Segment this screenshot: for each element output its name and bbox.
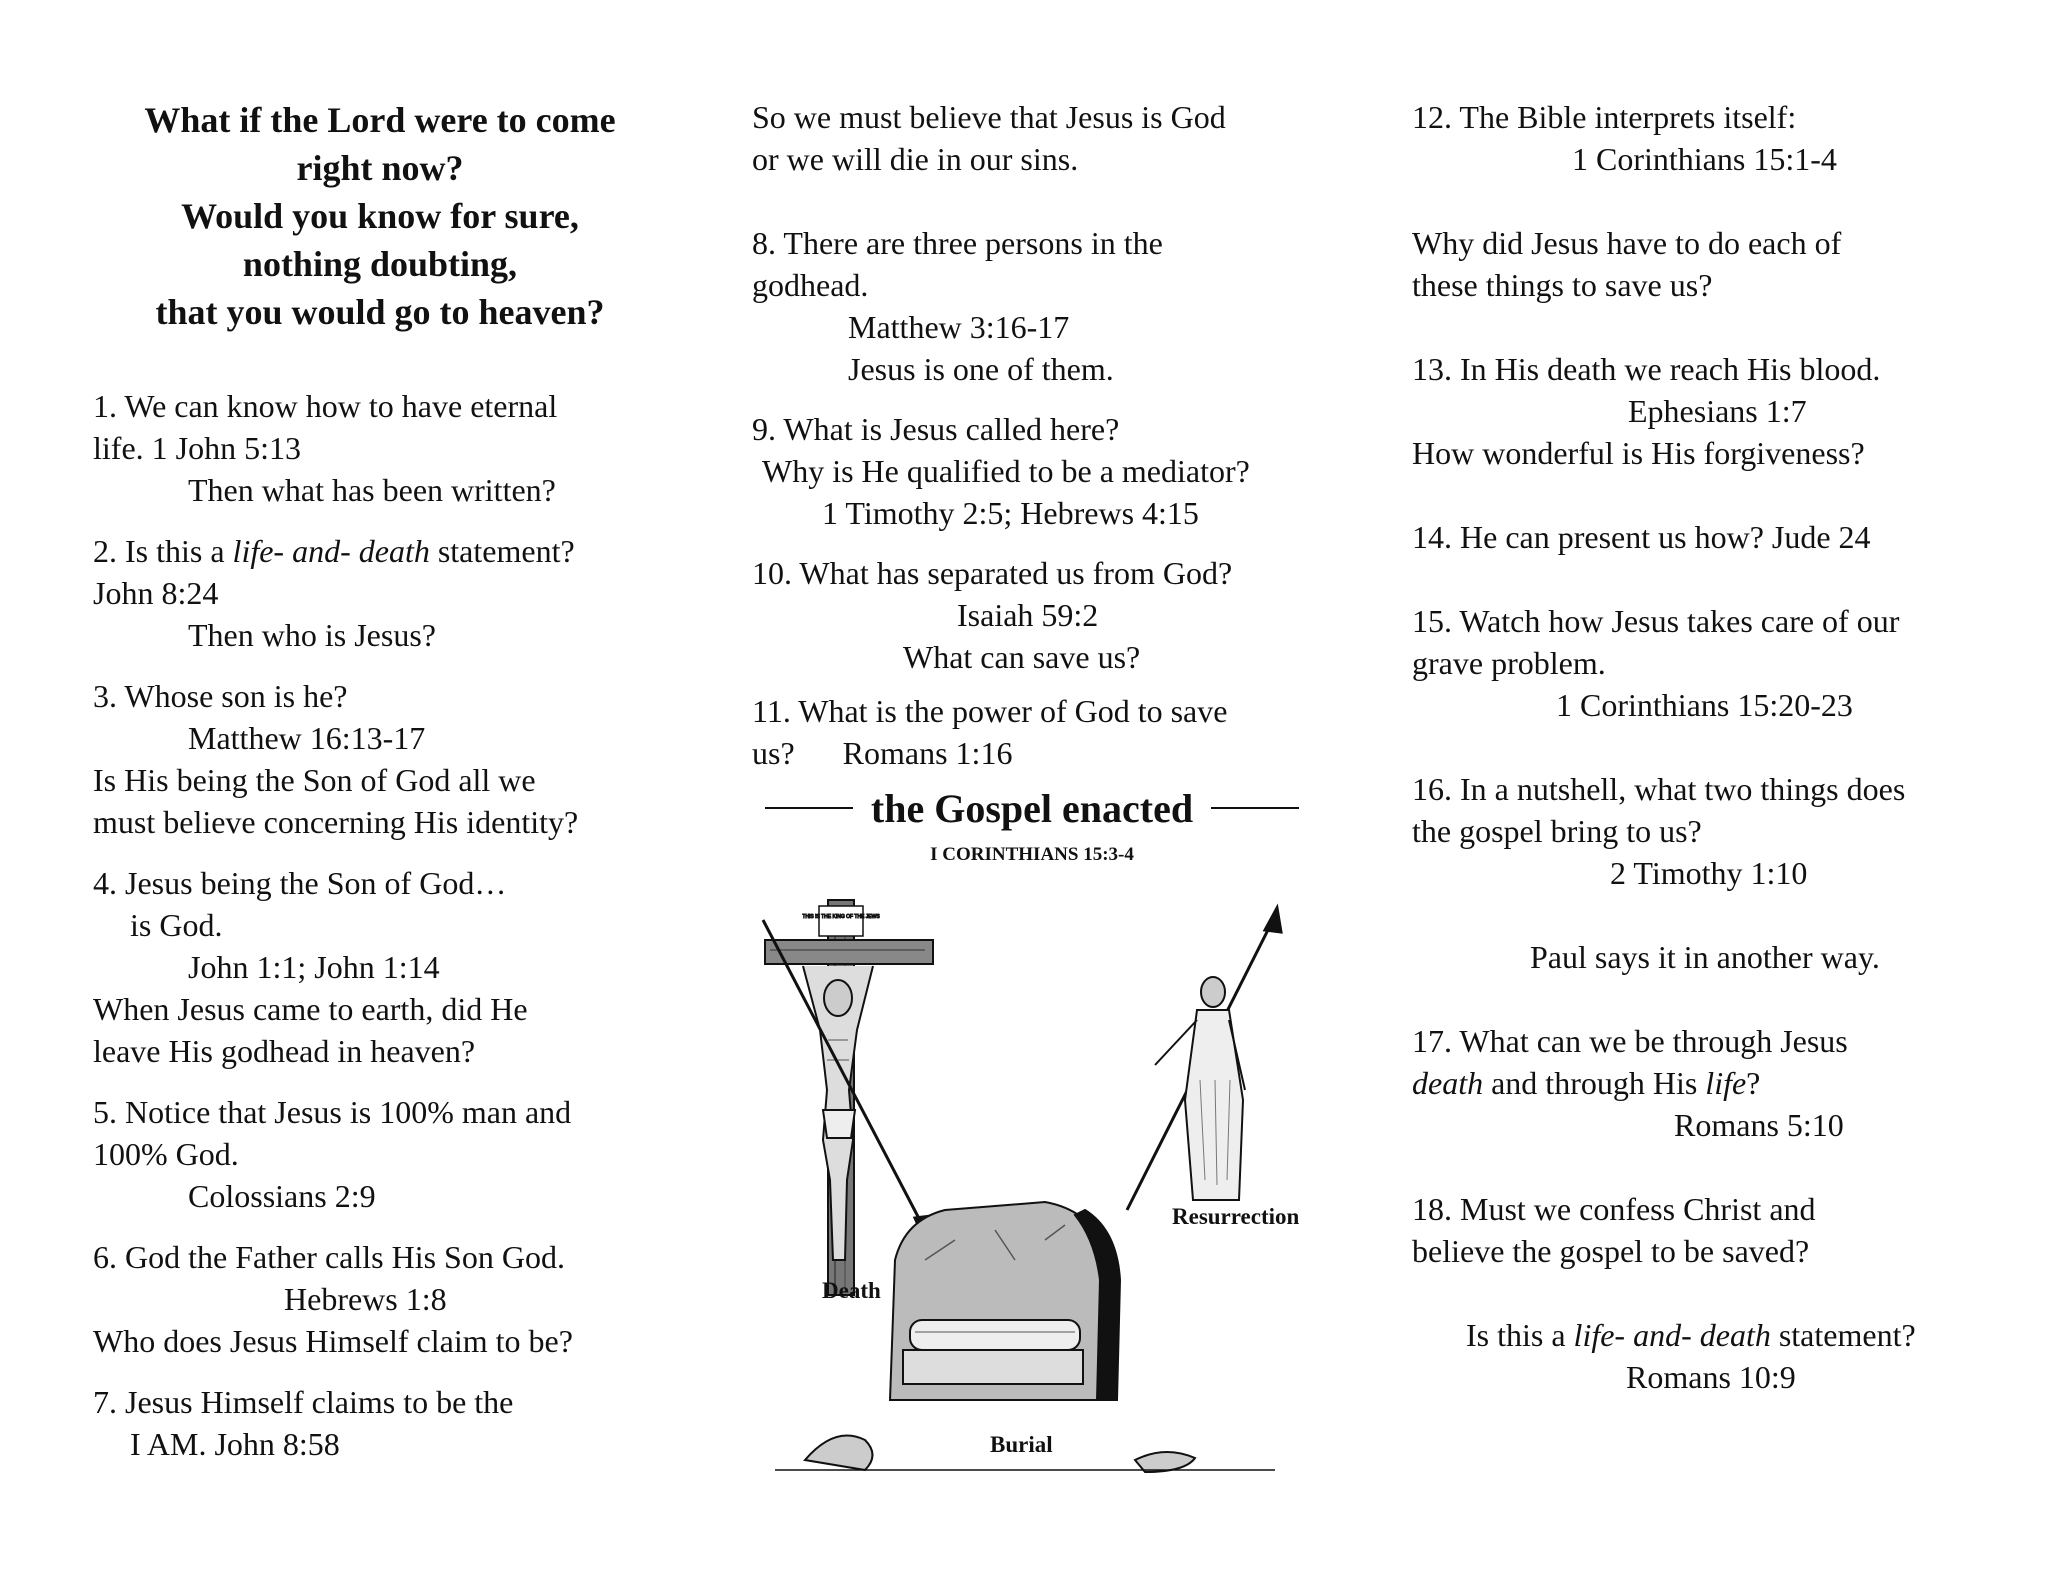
q17-line-3: Romans 5:10	[1674, 1107, 1844, 1143]
gospel-illustration	[745, 880, 1315, 1480]
gospel-reference: I CORINTHIANS 15:3-4	[930, 844, 1134, 865]
q18-line-1: 18. Must we confess Christ and	[1412, 1191, 1816, 1227]
q10-line-3: What can save us?	[903, 639, 1141, 675]
q9-line-3: 1 Timothy 2:5; Hebrews 4:15	[822, 495, 1199, 531]
q2-line-3: Then who is Jesus?	[188, 617, 436, 653]
q15-line-1: 15. Watch how Jesus takes care of our	[1412, 603, 1900, 639]
q17-line-1: 17. What can we be through Jesus	[1412, 1023, 1848, 1059]
q10-line-1: 10. What has separated us from God?	[752, 555, 1233, 591]
q8-line-2: godhead.	[752, 267, 869, 303]
gospel-title	[752, 780, 1312, 836]
q9-line-1: 9. What is Jesus called here?	[752, 411, 1120, 447]
gospel-title-text: the Gospel enacted	[870, 785, 1194, 831]
heading-line-2: right now?	[296, 148, 464, 188]
q3-line-2: Matthew 16:13-17	[188, 720, 426, 756]
intro-line-1: So we must believe that Jesus is God	[752, 99, 1226, 135]
q10-line-2: Isaiah 59:2	[957, 597, 1099, 633]
q18-line-3: Is this a life- and- death statement?	[1466, 1317, 1916, 1353]
heading-line-3: Would you know for sure,	[181, 196, 579, 236]
q3-line-4: must believe concerning His identity?	[93, 804, 579, 840]
label-burial: Burial	[990, 1432, 1053, 1457]
q16-line-4: Paul says it in another way.	[1530, 939, 1880, 975]
q8-line-3: Matthew 3:16-17	[848, 309, 1070, 345]
q5-line-3: Colossians 2:9	[188, 1178, 376, 1214]
q3-line-3: Is His being the Son of God all we	[93, 762, 536, 798]
q7-line-2: I AM. John 8:58	[130, 1426, 340, 1462]
q1-line-1: 1. We can know how to have eternal	[93, 388, 558, 424]
q11-line-2: us? Romans 1:16	[752, 735, 1013, 771]
intro-line-2: or we will die in our sins.	[752, 141, 1079, 177]
q1-line-2: life. 1 John 5:13	[93, 430, 301, 466]
label-resurrection: Resurrection	[1172, 1204, 1300, 1229]
q11-line-1: 11. What is the power of God to save	[752, 693, 1228, 729]
q18-line-2: believe the gospel to be saved?	[1412, 1233, 1810, 1269]
q16-line-3: 2 Timothy 1:10	[1610, 855, 1808, 891]
q6-line-2: Hebrews 1:8	[284, 1281, 447, 1317]
risen-christ-image	[1155, 977, 1245, 1200]
q4-line-4: When Jesus came to earth, did He	[93, 991, 528, 1027]
q8-line-1: 8. There are three persons in the	[752, 225, 1163, 261]
title-rule-right	[1211, 807, 1299, 809]
q3-line-1: 3. Whose son is he?	[93, 678, 348, 714]
q4-line-2: is God.	[130, 907, 223, 943]
q12-line-3: Why did Jesus have to do each of	[1412, 225, 1842, 261]
q4-line-1: 4. Jesus being the Son of God…	[93, 865, 507, 901]
q4-line-5: leave His godhead in heaven?	[93, 1033, 476, 1069]
title-rule-left	[765, 807, 853, 809]
q5-line-1: 5. Notice that Jesus is 100% man and	[93, 1094, 572, 1130]
q18-line-4: Romans 10:9	[1626, 1359, 1796, 1395]
q14-line-1: 14. He can present us how? Jude 24	[1412, 519, 1871, 555]
q16-line-2: the gospel bring to us?	[1412, 813, 1702, 849]
q13-line-1: 13. In His death we reach His blood.	[1412, 351, 1881, 387]
q2-line-1: 2. Is this a life- and- death statement?	[93, 533, 575, 569]
heading-line-4: nothing doubting,	[242, 244, 518, 284]
q13-line-2: Ephesians 1:7	[1628, 393, 1807, 429]
heading-line-1: What if the Lord were to come	[144, 100, 616, 140]
q15-line-3: 1 Corinthians 15:20-23	[1556, 687, 1853, 723]
q12-line-1: 12. The Bible interprets itself:	[1412, 99, 1797, 135]
q9-line-2: Why is He qualified to be a mediator?	[762, 453, 1250, 489]
q8-line-4: Jesus is one of them.	[848, 351, 1114, 387]
q15-line-2: grave problem.	[1412, 645, 1606, 681]
q12-line-4: these things to save us?	[1412, 267, 1713, 303]
q17-line-2: death and through His life?	[1412, 1065, 1761, 1101]
cross-sign-text: THIS IS THE KING OF THE JEWS	[802, 914, 880, 920]
q7-line-1: 7. Jesus Himself claims to be the	[93, 1384, 514, 1420]
q12-line-2: 1 Corinthians 15:1-4	[1572, 141, 1837, 177]
q6-line-1: 6. God the Father calls His Son God.	[93, 1239, 565, 1275]
q5-line-2: 100% God.	[93, 1136, 239, 1172]
label-death: Death	[822, 1278, 881, 1303]
q4-line-3: John 1:1; John 1:14	[188, 949, 440, 985]
q13-line-3: How wonderful is His forgiveness?	[1412, 435, 1865, 471]
q6-line-3: Who does Jesus Himself claim to be?	[93, 1323, 573, 1359]
q2-line-2: John 8:24	[93, 575, 219, 611]
q16-line-1: 16. In a nutshell, what two things does	[1412, 771, 1906, 807]
heading-line-5: that you would go to heaven?	[155, 292, 605, 332]
q1-line-3: Then what has been written?	[188, 472, 556, 508]
